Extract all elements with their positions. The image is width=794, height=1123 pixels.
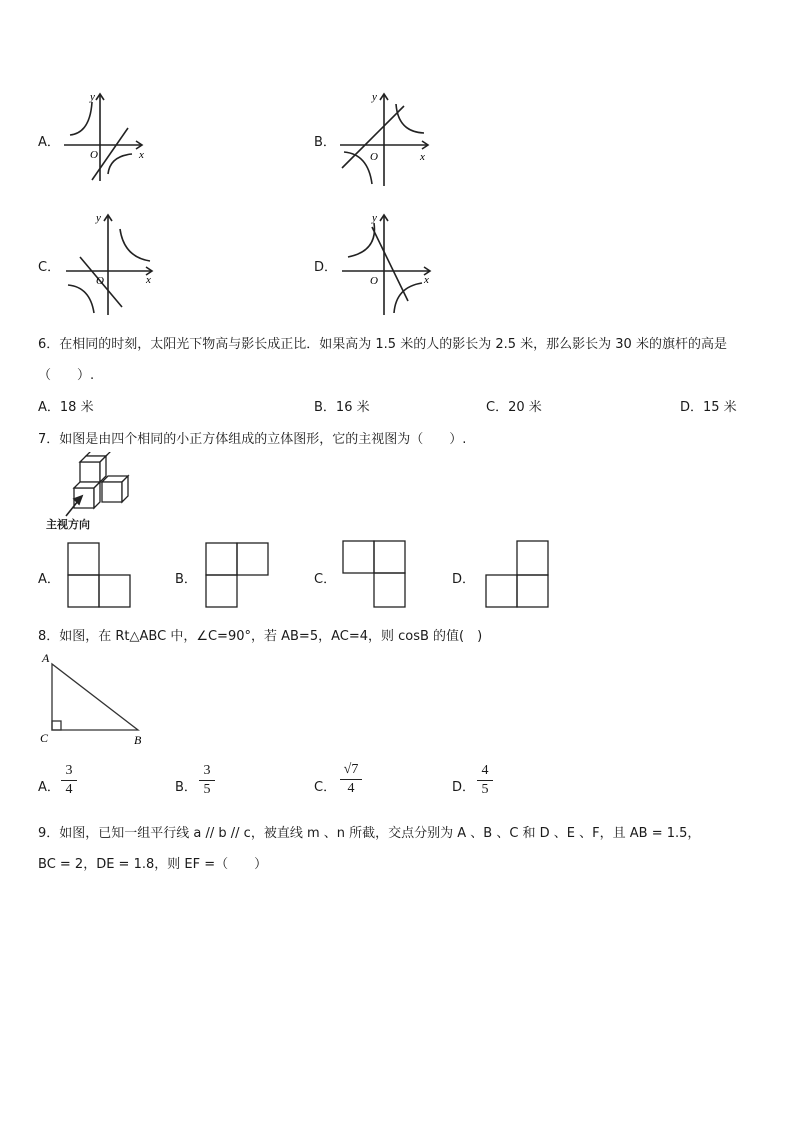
q8-option-a-label[interactable]: A． xyxy=(38,780,60,795)
q8-option-b-label[interactable]: B． xyxy=(175,780,197,795)
vertex-a-label: A xyxy=(42,651,50,665)
q9-stem-line2: BC = 2，DE = 1.8，则 EF =（ ） xyxy=(38,857,268,872)
q7-option-d-label[interactable]: D． xyxy=(452,572,476,587)
q8-option-c-fraction: √7 4 xyxy=(340,762,362,797)
vertex-b-label: B xyxy=(134,733,142,747)
svg-text:y: y xyxy=(96,212,101,224)
q9-stem-line1: 9．如图，已知一组平行线 a // b // c，被直线 m 、n 所截，交点分别为 A 、B 、C 和 D 、E 、F，且 AB = 1.5， xyxy=(38,826,701,841)
q7-option-d-view xyxy=(484,539,550,609)
svg-text:x: x xyxy=(424,274,429,286)
graph-b xyxy=(338,88,433,188)
q8-option-c-label[interactable]: C． xyxy=(314,780,337,795)
q7-stem: 7．如图是由四个相同的小正方体组成的立体图形，它的主视图为（ ）. xyxy=(38,432,467,447)
q7-option-c-label[interactable]: C． xyxy=(314,572,337,587)
svg-text:x: x xyxy=(420,151,425,163)
x-label: x xyxy=(139,149,144,161)
y-label: y xyxy=(90,91,95,103)
q8-option-d-label[interactable]: D． xyxy=(452,780,476,795)
option-letter: A． xyxy=(38,135,60,150)
q7-option-b-label[interactable]: B． xyxy=(175,572,197,587)
view-direction-label: 主视方向 xyxy=(46,518,90,531)
q7-cube-figure xyxy=(62,452,142,520)
origin-label: O xyxy=(90,149,98,161)
q6-stem-line2: （ ）. xyxy=(38,368,95,383)
q6-option-a[interactable]: A．18 米 xyxy=(38,400,94,415)
svg-text:O: O xyxy=(96,275,104,287)
vertex-c-label: C xyxy=(40,731,49,745)
q6-option-c[interactable]: C．20 米 xyxy=(486,400,542,415)
option-letter: D． xyxy=(314,260,338,275)
q7-option-b-view xyxy=(204,541,270,609)
q8-triangle xyxy=(38,648,158,748)
svg-text:O: O xyxy=(370,275,378,287)
svg-text:y: y xyxy=(372,91,377,103)
graph-d xyxy=(338,207,438,317)
graph-a xyxy=(60,88,150,183)
q8-option-d-fraction: 4 5 xyxy=(477,763,493,798)
svg-text:y: y xyxy=(372,212,377,224)
graph-c xyxy=(62,207,157,317)
svg-text:O: O xyxy=(370,151,378,163)
q8-stem: 8．如图，在 Rt△ABC 中，∠C=90°，若 AB=5，AC=4，则 cosB 的值( ) xyxy=(38,629,483,644)
q8-option-a-fraction: 3 4 xyxy=(61,763,77,798)
q6-option-d[interactable]: D．15 米 xyxy=(680,400,737,415)
q7-option-a-view xyxy=(66,541,132,609)
q7-option-a-label[interactable]: A． xyxy=(38,572,60,587)
q6-stem-line1: 6．在相同的时刻，太阳光下物高与影长成正比．如果高为 1.5 米的人的影长为 2.5 米，那么影长为 30 米的旗杆的高是 xyxy=(38,337,727,352)
q6-option-b[interactable]: B．16 米 xyxy=(314,400,370,415)
svg-text:x: x xyxy=(146,274,151,286)
option-letter: B． xyxy=(314,135,336,150)
q8-option-b-fraction: 3 5 xyxy=(199,763,215,798)
q7-option-c-view xyxy=(341,539,407,609)
option-letter: C． xyxy=(38,260,61,275)
